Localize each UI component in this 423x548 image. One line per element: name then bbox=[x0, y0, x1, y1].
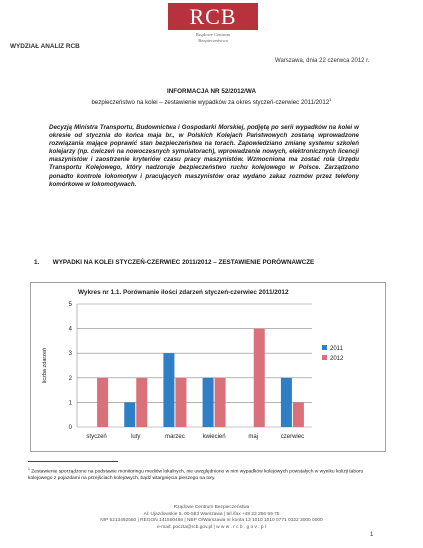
x-tick-label: czerwiec bbox=[280, 434, 305, 440]
y-axis-label: liczba zdarzeń bbox=[42, 347, 48, 384]
legend-label-2012: 2012 bbox=[330, 356, 344, 362]
logo-subtitle bbox=[168, 32, 258, 44]
section-number: 1. bbox=[34, 259, 40, 266]
logo-subtitle-line1: Rządowe Centrum bbox=[195, 32, 231, 37]
chart-title: Wykres nr 1.1. Porównanie ilości zdarzeń styczeń-czerwiec 2011/2012 bbox=[78, 289, 289, 296]
logo-text: RCB bbox=[189, 4, 237, 29]
y-tick-label: 1 bbox=[68, 400, 72, 407]
logo-subtitle-line2: Bezpieczeństwa bbox=[198, 38, 228, 43]
bar-chart bbox=[30, 282, 386, 452]
footnote-marker: 1 bbox=[28, 467, 30, 471]
page-number: 1 bbox=[370, 532, 374, 538]
x-tick-label: luty bbox=[131, 434, 141, 440]
section-heading bbox=[34, 259, 314, 266]
footnote-text: Zestawienie sporządzone na podstawie monitoringu mediów lokalnych, nie uwzględniono w nim wypadków kolejowych powstałych w wyniku kolizji taboru kolejowego z pojazdami na przejściach kolejowych, bądź wtargnięcia pieszego na tory. bbox=[28, 469, 364, 482]
footer-address: Al. Ujazdowskie 5, 00-583 Warszawa | tel./fax +48 22 256 59 75 bbox=[143, 511, 280, 517]
bar-2011-marzec bbox=[163, 353, 174, 427]
x-tick-label: marzec bbox=[165, 434, 185, 440]
footer-contact[interactable]: e-mail: poczta@rcb.gov.pl | w w w . r c b . g o v . p l bbox=[157, 524, 266, 530]
x-tick-label: styczeń bbox=[86, 434, 107, 440]
subtitle-text: bezpieczeństwo na kolei – zestawienie wypadków za okres styczeń-czerwiec 2011/2012 bbox=[91, 99, 330, 107]
x-tick-label: maj bbox=[248, 434, 259, 440]
bar-2011-luty bbox=[124, 402, 135, 427]
footer-org: Rządowe Centrum Bezpieczeństwa bbox=[173, 505, 250, 510]
footer-registry: NIP 5213492550 | REGON 141500466 | NBP O/Warszawa nr konta 13 1010 1010 0771 0322 3000 0000 bbox=[100, 518, 323, 524]
bar-2012-maj bbox=[254, 329, 265, 427]
legend-swatch-2012 bbox=[322, 355, 327, 360]
bar-2012-kwiecień bbox=[215, 378, 226, 427]
y-tick-label: 0 bbox=[68, 425, 72, 431]
bar-2012-styczeń bbox=[97, 378, 108, 427]
x-tick-label: kwiecień bbox=[202, 434, 226, 440]
document-subtitle bbox=[0, 97, 423, 106]
page-footer bbox=[0, 505, 423, 531]
bar-2011-czerwiec bbox=[281, 378, 292, 427]
date-line: Warszawa, dnia 22 czerwca 2012 r. bbox=[275, 58, 370, 64]
y-tick-label: 3 bbox=[68, 351, 72, 358]
bar-2011-kwiecień bbox=[203, 378, 214, 427]
bar-2012-marzec bbox=[175, 378, 186, 427]
footnote-reference[interactable]: 1 bbox=[329, 97, 332, 102]
lead-paragraph: Decyzją Ministra Transportu, Budownictwa i Gospodarki Morskiej, podjętą po serii wypadków na kolei w okresie od stycznia do końca maja br., w Polskich Kolejach Państwowych zostaną wprowadzone rozwiązania mające poprawić stan bezpieczeństwa na torach. Zapowiedziano zmianę systemu szkoleń kolejarzy (np. ćwiczeń na nowoczesnych symulatorach), wprowadzenie nowych, elektronicznych licencji maszynistów i zaostrzenie kryteriów czasu pracy maszynistów. Wzmocniona ma zostać rola Urzędu Transportu Kolejowego, który nadzoruje bezpieczeństwo ruchu kolejowego w Polsce. Zarządzono ponadto kontrole lokomotyw i pracujących maszynistów oraz wydano zakaz rozmów przez telefony komórkowe w lokomotywach. bbox=[49, 124, 359, 188]
section-title: WYPADKI NA KOLEI STYCZEŃ-CZERWIEC 2011/2012 – ZESTAWIENIE PORÓWNAWCZE bbox=[52, 259, 315, 266]
department-name: WYDZIAŁ ANALIZ RCB bbox=[10, 43, 80, 50]
y-tick-label: 4 bbox=[68, 326, 72, 333]
document-title: INFORMACJA NR 52/2012/WA bbox=[167, 88, 256, 95]
footnote-separator bbox=[28, 461, 118, 462]
rcb-logo bbox=[168, 3, 258, 45]
y-tick-label: 2 bbox=[68, 375, 72, 382]
bar-2012-luty bbox=[136, 378, 147, 427]
legend-swatch-2011 bbox=[322, 345, 327, 350]
legend-label-2011: 2011 bbox=[330, 346, 343, 352]
footnote bbox=[28, 466, 388, 482]
bar-2012-czerwiec bbox=[293, 402, 304, 427]
y-tick-label: 5 bbox=[68, 302, 72, 308]
